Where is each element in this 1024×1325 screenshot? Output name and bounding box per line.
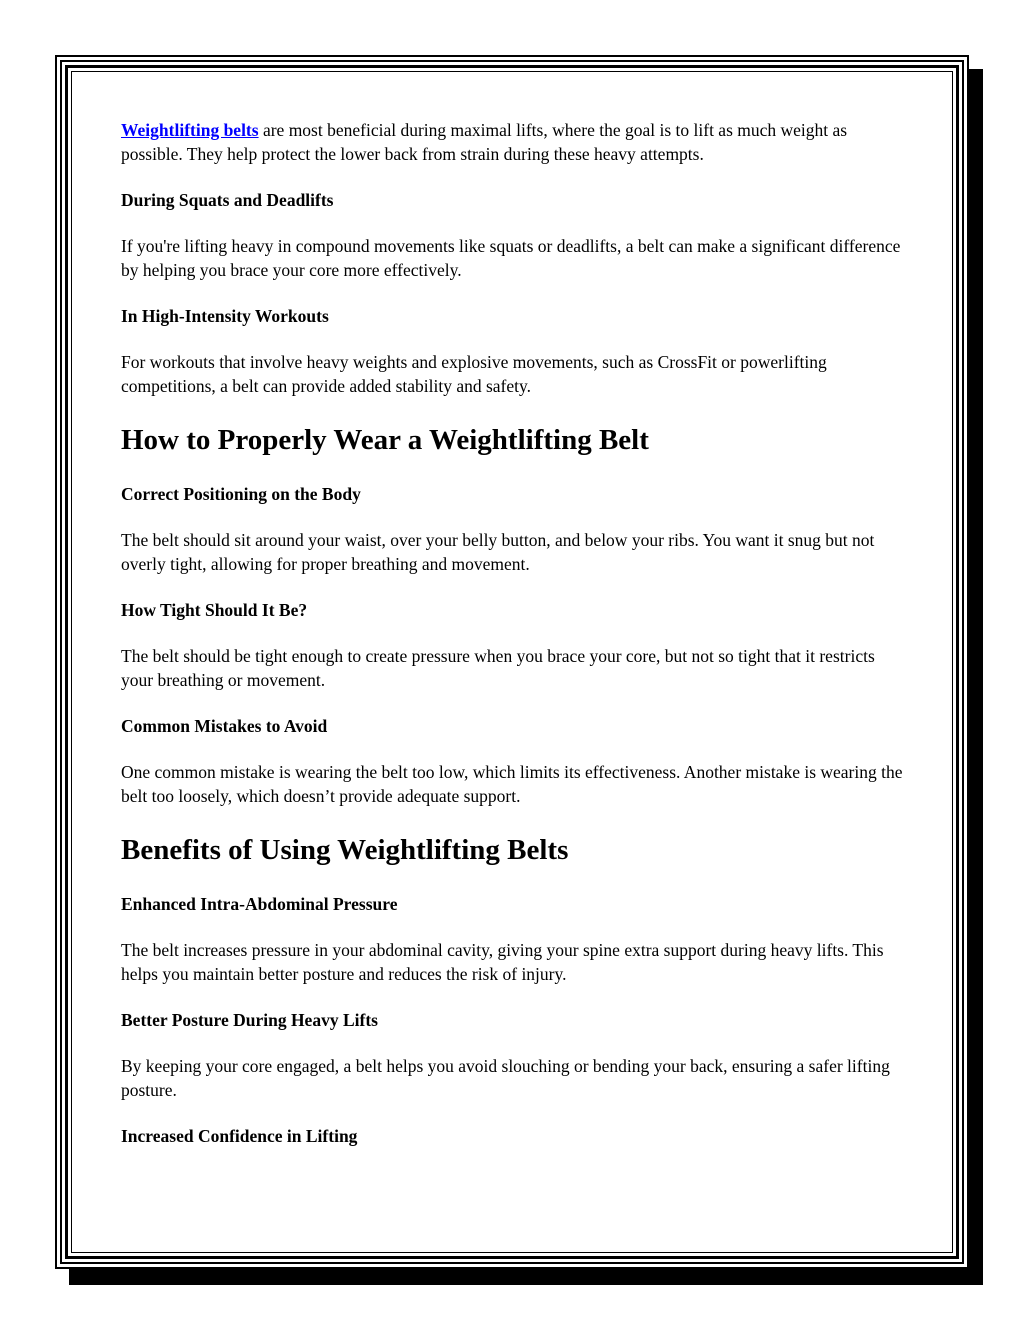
subheading-mistakes: Common Mistakes to Avoid [121, 716, 328, 736]
subheading-posture: Better Posture During Heavy Lifts [121, 1010, 378, 1030]
paragraph-posture: By keeping your core engaged, a belt helps you avoid slouching or bending your back, ensuring a safer lifting posture. [121, 1056, 890, 1100]
paragraph-high-intensity: For workouts that involve heavy weights and explosive movements, such as CrossFit or powerlifting competitions, a belt can provide added stability and safety. [121, 352, 827, 396]
weightlifting-belts-link[interactable]: Weightlifting belts [121, 120, 259, 140]
subheading-high-intensity: In High-Intensity Workouts [121, 306, 329, 326]
section-title-benefits: Benefits of Using Weightlifting Belts [121, 834, 569, 866]
subheading-confidence: Increased Confidence in Lifting [121, 1126, 358, 1146]
subheading-tightness: How Tight Should It Be? [121, 600, 308, 620]
intro-paragraph [121, 118, 911, 166]
document-content [121, 118, 911, 1170]
subheading-positioning: Correct Positioning on the Body [121, 484, 361, 504]
paragraph-squats-deadlifts: If you're lifting heavy in compound movements like squats or deadlifts, a belt can make a significant difference by helping you brace your core more effectively. [121, 236, 901, 280]
paragraph-mistakes: One common mistake is wearing the belt too low, which limits its effectiveness. Another mistake is wearing the belt too loosely, which doesn’t provide adequate support. [121, 762, 903, 806]
section-title-proper-wear: How to Properly Wear a Weightlifting Belt [121, 424, 649, 456]
subheading-abdominal-pressure: Enhanced Intra-Abdominal Pressure [121, 894, 398, 914]
paragraph-abdominal-pressure: The belt increases pressure in your abdominal cavity, giving your spine extra support during heavy lifts. This helps you maintain better posture and reduces the risk of injury. [121, 940, 884, 984]
paragraph-tightness: The belt should be tight enough to create pressure when you brace your core, but not so tight that it restricts your breathing or movement. [121, 646, 875, 690]
subheading-squats-deadlifts: During Squats and Deadlifts [121, 190, 334, 210]
intro-text: are most beneficial during maximal lifts, where the goal is to lift as much weight as possible. They help protect the lower back from strain during these heavy attempts. [121, 120, 848, 164]
paragraph-positioning: The belt should sit around your waist, over your belly button, and below your ribs. You want it snug but not overly tight, allowing for proper breathing and movement. [121, 530, 875, 574]
